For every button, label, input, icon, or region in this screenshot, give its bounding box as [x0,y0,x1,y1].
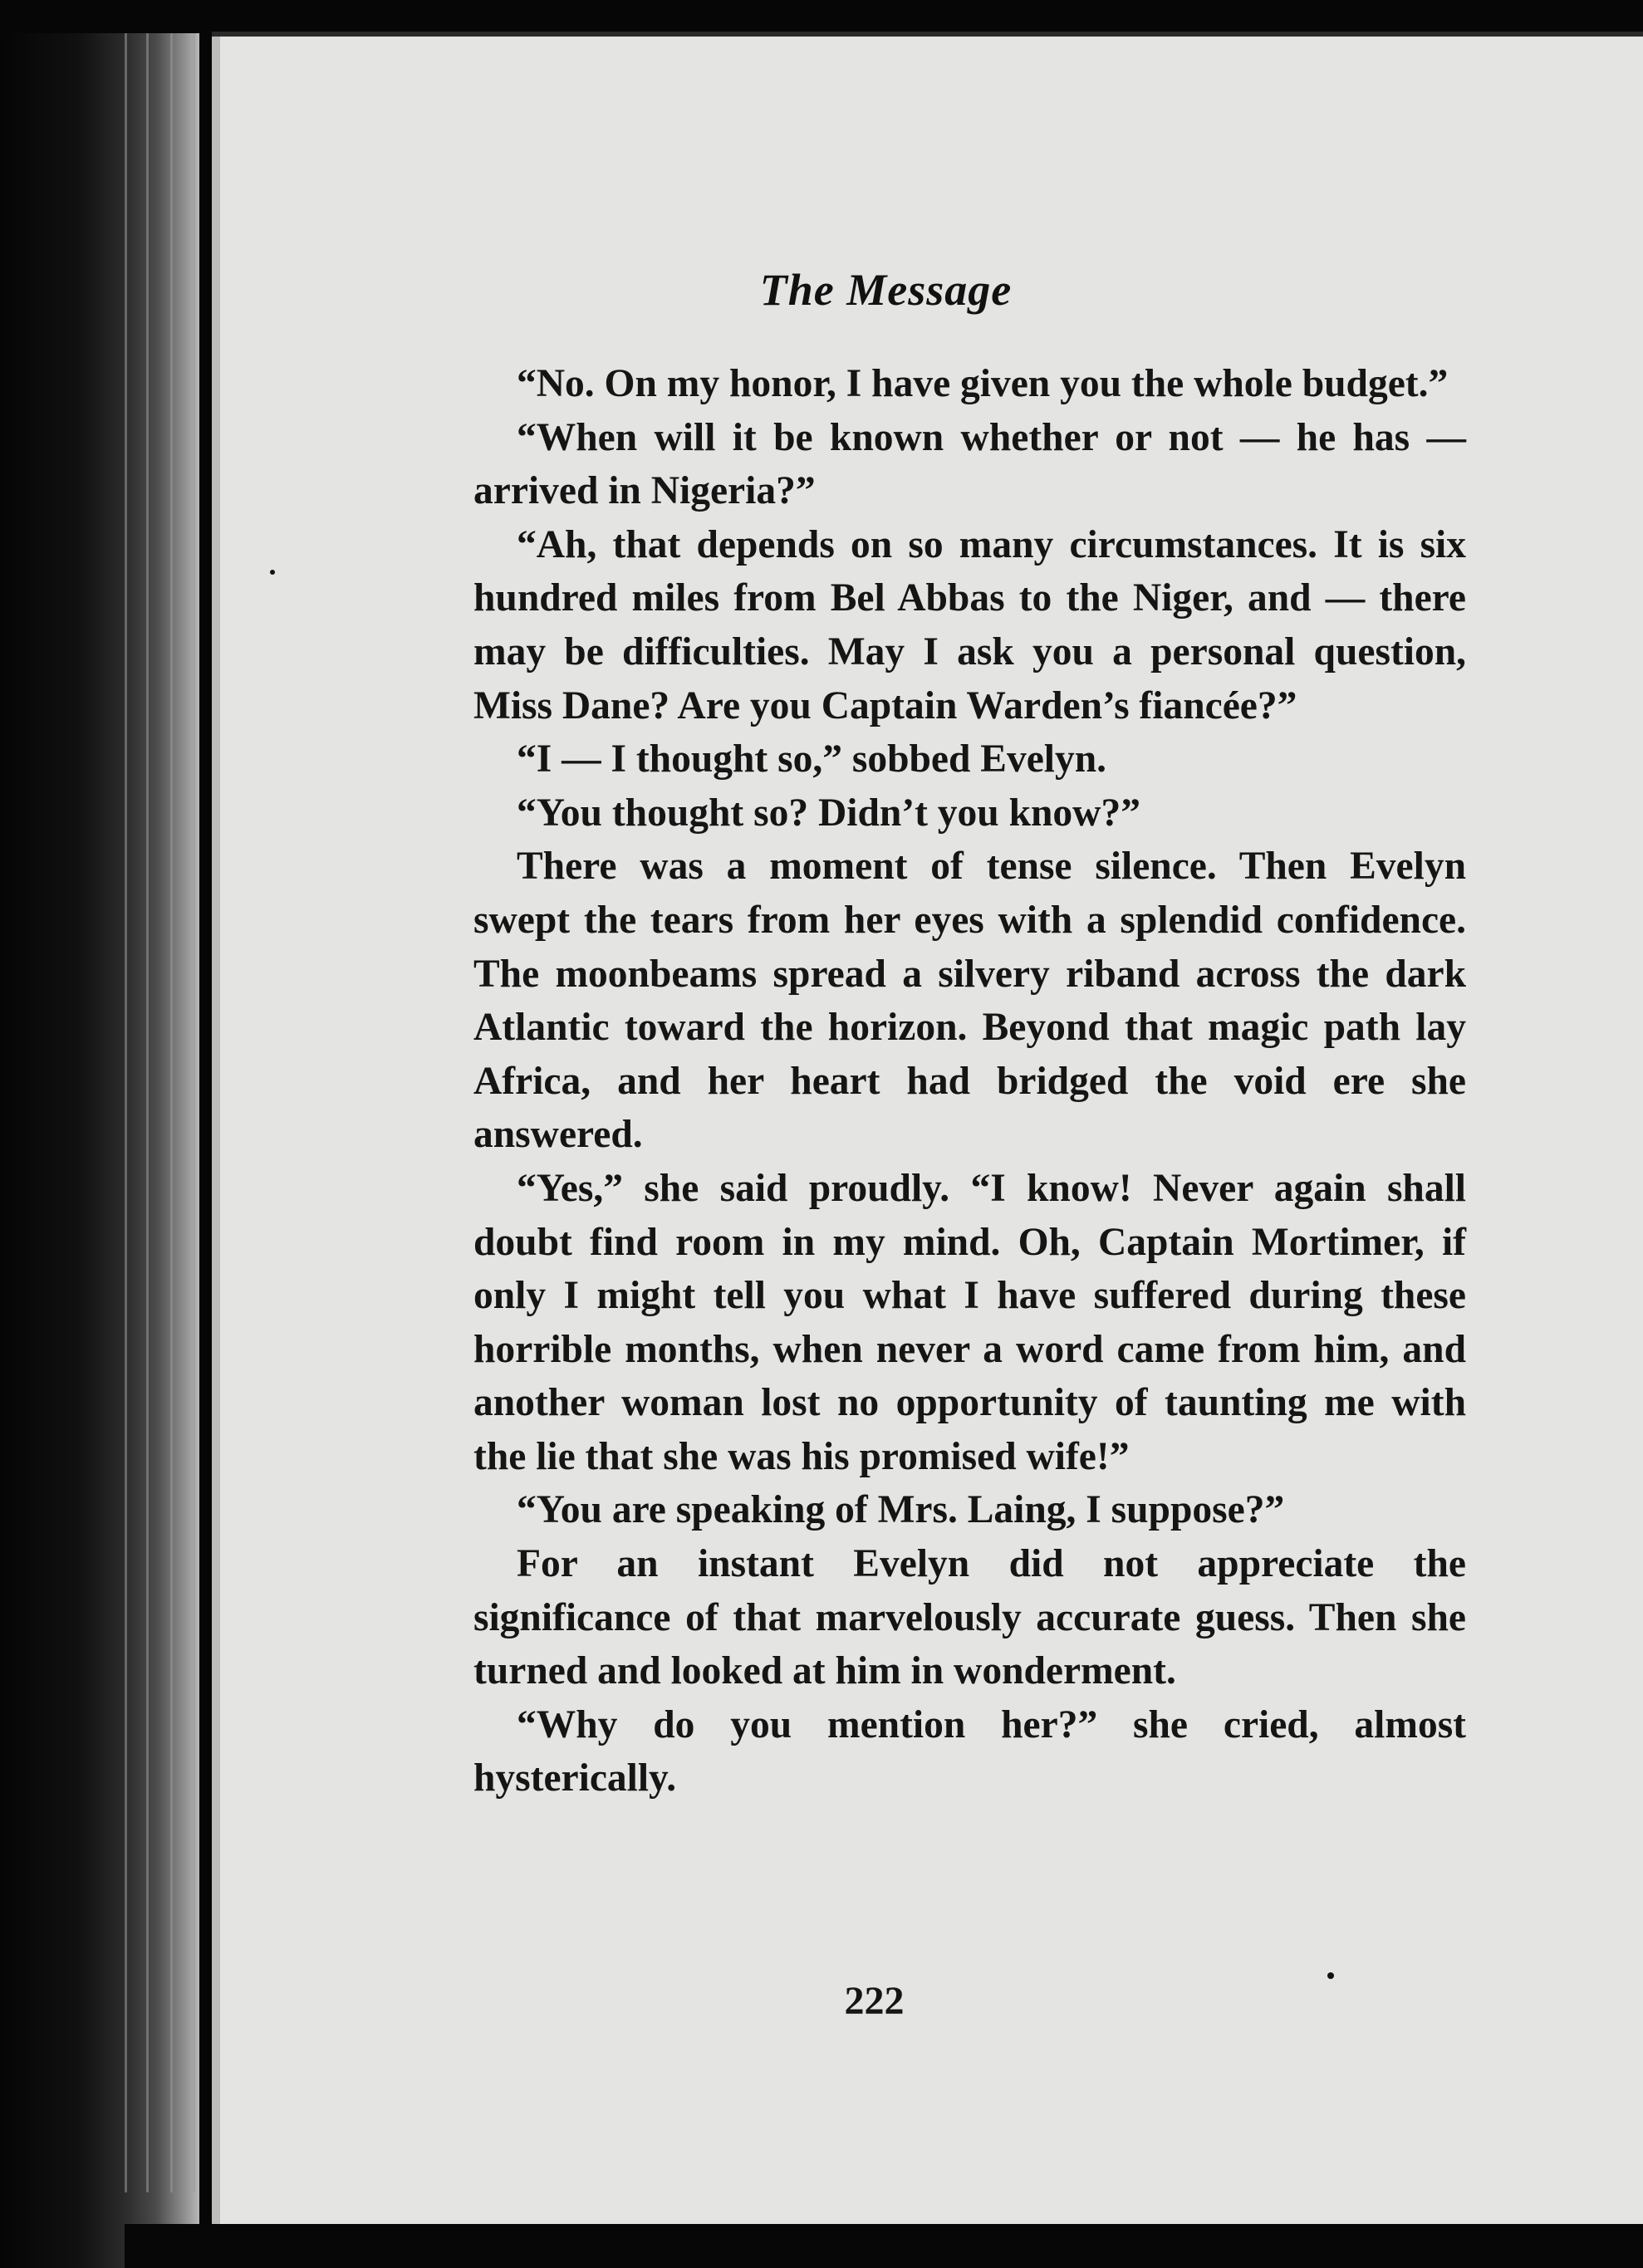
paragraph: “You are speaking of Mrs. Laing, I suppose?” [517,1488,1285,1532]
page-edge-line [125,33,127,2192]
body-text [473,357,1466,1805]
page-number: 222 [844,1979,905,2023]
paragraph: “Ah, that depends on so many circumstances. It is six hundred miles from Bel Abbas to the Niger, and — there may be difficulties. May I ask you a personal question, Miss Dane? Are you Captain Warden’s fiancée?” [473,522,1466,727]
paragraph: “Yes,” she said proudly. “I know! Never again shall doubt find room in my mind. Oh, Captain Mortimer, if only I might tell you what I have suffered during these horrible months, when never a word came from him, and another woman lost no opportunity of taunting me with the lie that she was his promised wife!” [473,1166,1466,1478]
paragraph: There was a moment of tense silence. Then Evelyn swept the tears from her eyes with a splendid confidence. The moonbeams spread a silvery riband across the dark Atlantic toward the horizon. Beyond that magic path lay Africa, and her heart had bridged the void ere she answered. [473,845,1466,1157]
page-edge-line [193,33,195,2192]
book-spine-edge [0,33,199,2268]
ink-speck [270,570,275,575]
running-head: The Message [759,265,1013,315]
page-edge-line [170,33,173,2192]
page-top-edge [212,32,1643,37]
paragraph: For an instant Evelyn did not appreciate the significance of that marvelously accurate guess. Then she turned and looked at him in wonderment. [473,1542,1466,1693]
page-edge-line [146,33,149,2192]
paragraph: “No. On my honor, I have given you the whole budget.” [517,362,1449,405]
paragraph: “Why do you mention her?” she cried, almost hysterically. [473,1702,1466,1800]
scan-bottom-edge [125,2224,1643,2268]
paragraph: “When will it be known whether or not — he has — arrived in Nigeria?” [473,415,1466,513]
paragraph: “I — I thought so,” sobbed Evelyn. [517,737,1107,781]
paragraph: “You thought so? Didn’t you know?” [517,791,1140,835]
